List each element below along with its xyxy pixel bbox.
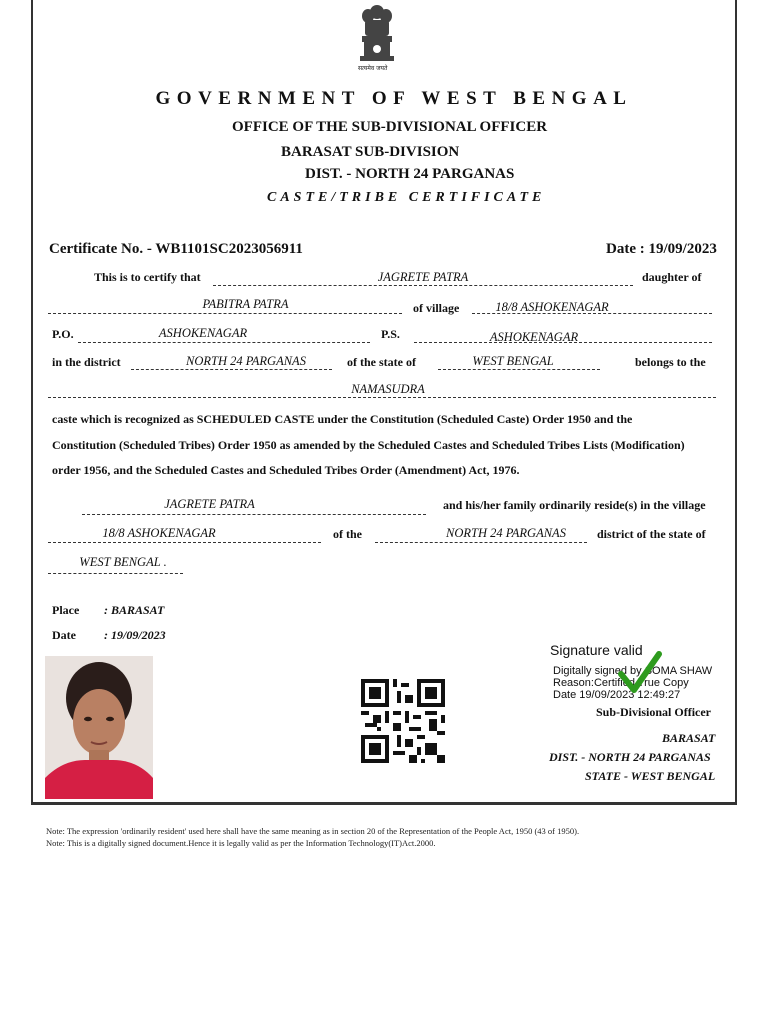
district-title: DIST. - NORTH 24 PARGANAS <box>305 166 515 182</box>
signed-by: Digitally signed by SOMA SHAW <box>553 665 713 677</box>
father-value: PABITRA PATRA <box>202 297 289 311</box>
of-the-label: of the <box>333 527 362 541</box>
ps-value: ASHOKENAGAR <box>489 330 579 344</box>
ps-label: P.S. <box>381 327 400 341</box>
subdivision-title: BARASAT SUB-DIVISION <box>281 144 460 160</box>
village-value: 18/8 ASHOKENAGAR <box>495 300 609 314</box>
of-state-label: of the state of <box>347 355 416 369</box>
district-value: NORTH 24 PARGANAS <box>186 354 306 368</box>
government-title: GOVERNMENT OF WEST BENGAL <box>155 88 633 109</box>
name2-value: JAGRETE PATRA <box>164 497 255 511</box>
district2-value: NORTH 24 PARGANAS <box>446 526 566 540</box>
emblem-caption: सत्यमेव जयते <box>358 65 388 72</box>
village2-value: 18/8 ASHOKENAGAR <box>102 526 216 540</box>
signature-date: Date 19/09/2023 12:49:27 <box>553 689 681 701</box>
note-2: Note: This is a digitally signed document.Hence it is legally valid as per the Information Technology(IT)Act.2000. <box>46 838 436 848</box>
note-1: Note: The expression 'ordinarily resident' used here shall have the same meaning as in section 20 of the Representation of the People Act, 1950 (43 of 1950). <box>46 826 580 836</box>
body-line-2: Constitution (Scheduled Tribes) Order 1950 as amended by the Scheduled Castes and Scheduled Tribes Lists (Modification) <box>52 438 685 452</box>
date-label: Date <box>52 628 76 642</box>
state2-value: WEST BENGAL . <box>79 555 167 569</box>
belongs-label: belongs to the <box>635 355 706 369</box>
checkmark-icon <box>618 650 662 696</box>
daughter-of-label: daughter of <box>642 270 702 284</box>
state-value: WEST BENGAL <box>472 354 554 368</box>
certify-label: This is to certify that <box>94 270 201 284</box>
qr-code-icon <box>361 679 445 763</box>
district-state-label: district of the state of <box>597 527 706 541</box>
in-district-label: in the district <box>52 355 121 369</box>
of-village-label: of village <box>413 301 460 315</box>
sig-place: BARASAT <box>662 731 716 745</box>
place-label: Place <box>52 603 80 617</box>
caste-value: NAMASUDRA <box>351 382 425 396</box>
office-title: OFFICE OF THE SUB-DIVISIONAL OFFICER <box>232 119 548 135</box>
sig-district: DIST. - NORTH 24 PARGANAS <box>549 750 711 764</box>
po-label: P.O. <box>52 327 74 341</box>
po-value: ASHOKENAGAR <box>158 326 248 340</box>
body-line-1: caste which is recognized as SCHEDULED CASTE under the Constitution (Scheduled Caste) Order 1950 and the <box>52 412 633 426</box>
sig-state: STATE - WEST BENGAL <box>585 769 716 783</box>
place-value: : BARASAT <box>104 603 165 617</box>
designation: Sub-Divisional Officer <box>596 705 712 719</box>
signature-valid-label: Signature valid <box>550 642 643 658</box>
body-line-3: order 1956, and the Scheduled Castes and Scheduled Tribes Order (Amendment) Act, 1976. <box>52 463 520 477</box>
certificate-date: Date : 19/09/2023 <box>606 241 717 257</box>
date-value: : 19/09/2023 <box>104 628 166 642</box>
certificate-title: CASTE/TRIBE CERTIFICATE <box>267 190 546 205</box>
signature-reason: Reason:Certified True Copy <box>553 677 689 689</box>
certificate-number: Certificate No. - WB1101SC2023056911 <box>49 241 303 257</box>
applicant-photo <box>45 656 153 799</box>
name-value: JAGRETE PATRA <box>377 270 469 284</box>
reside-label: and his/her family ordinarily reside(s) in the village <box>443 498 706 512</box>
